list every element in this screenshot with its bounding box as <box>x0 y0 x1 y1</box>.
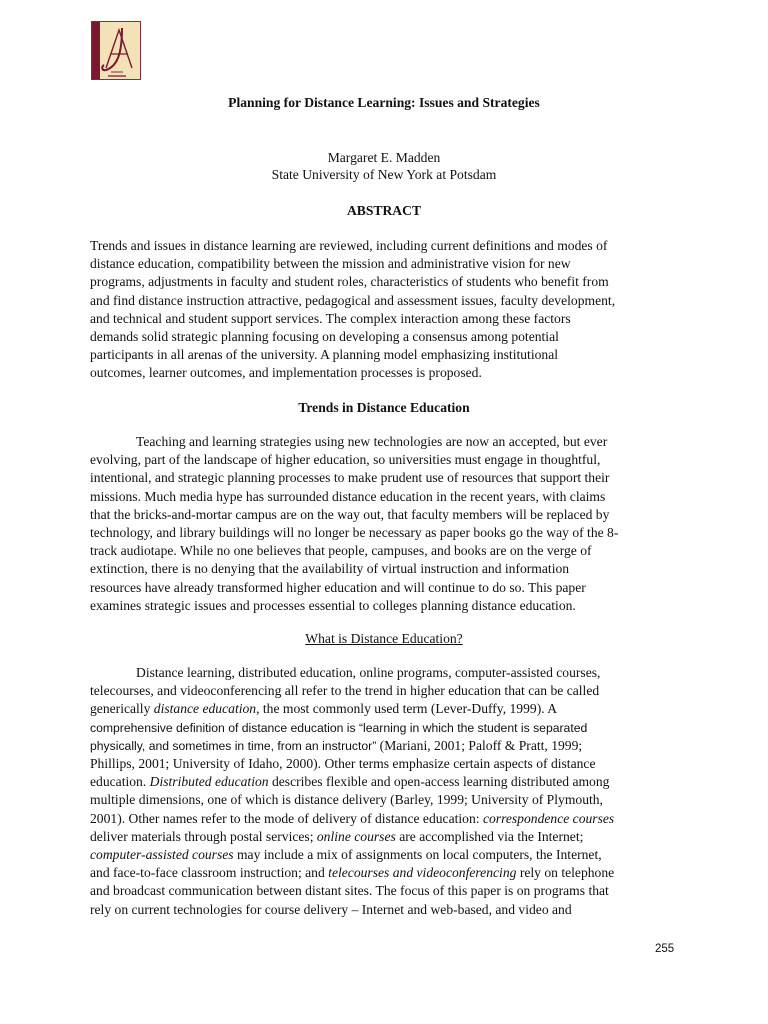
trends-line: technology, and library buildings will no longer be necessary as paper books go the way of the 8- <box>90 525 619 541</box>
what-line: rely on current technologies for course delivery – Internet and web-based, and video and <box>90 901 572 917</box>
what-is-heading: What is Distance Education? <box>305 631 463 646</box>
term-online-courses: online courses <box>316 828 396 844</box>
what-line: comprehensive definition of distance education is “learning in which the student is separated <box>90 720 588 735</box>
trends-line: evolving, part of the landscape of higher education, so universities must engage in thoughtful, <box>90 452 601 468</box>
author-name: Margaret E. Madden <box>327 150 441 165</box>
abstract-heading: ABSTRACT <box>346 203 422 218</box>
abstract-line: distance education, compatibility between the mission and administrative vision for new <box>90 256 571 272</box>
abstract-line: demands solid strategic planning focusing on developing a consensus among potential <box>90 329 559 345</box>
monogram-icon <box>92 22 141 80</box>
what-line: telecourses, and videoconferencing all refer to the trend in higher education that can be called <box>90 683 600 699</box>
what-line: computer-assisted courses may include a mix of assignments on local computers, the Internet, <box>90 847 602 863</box>
abstract-line: programs, adjustments in faculty and student roles, characteristics of students who benefit from <box>90 274 609 290</box>
trends-line: extinction, there is no denying that the availability of virtual instruction and information <box>90 561 570 577</box>
abstract-line: and technical and student support services. The complex interaction among these factors <box>90 310 571 326</box>
what-line: physically, and sometimes in time, from an instructor” (Mariani, 2001; Paloff & Pratt, 1999; <box>90 737 583 753</box>
author-affiliation: State University of New York at Potsdam <box>271 167 497 182</box>
term-distance-education: distance education <box>153 701 257 717</box>
what-line: 2001). Other names refer to the mode of delivery of distance education: correspondence courses <box>90 810 615 826</box>
what-line: education. Distributed education describes flexible and open-access learning distributed among <box>90 774 610 790</box>
trends-line: missions. Much media hype has surrounded distance education in the recent years, with claims <box>90 488 606 504</box>
what-line: Distance learning, distributed education, online programs, computer-assisted courses, <box>136 665 601 680</box>
what-line: multiple dimensions, one of which is distance delivery (Barley, 1999; University of Plymouth, <box>90 792 603 808</box>
term-computer-assisted-courses: computer-assisted courses <box>90 847 234 863</box>
journal-monogram-logo <box>91 21 141 80</box>
abstract-line: and find distance instruction attractive, pedagogical and assessment issues, faculty development, <box>90 292 616 308</box>
abstract-paragraph <box>90 237 678 383</box>
what-line: Phillips, 2001; University of Idaho, 2000). Other terms emphasize certain aspects of distance <box>90 756 596 772</box>
paper-title: Planning for Distance Learning: Issues and Strategies <box>228 95 540 110</box>
trends-line: Teaching and learning strategies using new technologies are now an accepted, but ever <box>136 434 608 449</box>
trends-paragraph <box>90 433 678 615</box>
abstract-line: participants in all arenas of the university. A planning model emphasizing institutional <box>90 347 559 363</box>
abstract-line: Trends and issues in distance learning are reviewed, including current definitions and modes of <box>90 238 608 253</box>
term-correspondence-courses: correspondence courses <box>482 810 615 826</box>
what-line: generically distance education, the most commonly used term (Lever-Duffy, 1999). A <box>90 701 558 717</box>
page-number: 255 <box>655 943 675 955</box>
trends-line: examines strategic issues and processes essential to colleges planning distance education. <box>90 597 576 613</box>
abstract-line: outcomes, learner outcomes, and implementation processes is proposed. <box>90 365 482 381</box>
term-telecourses: telecourses and videoconferencing <box>328 865 517 881</box>
trends-line: resources have already transformed higher education and will continue to do so. This paper <box>90 579 586 595</box>
trends-heading: Trends in Distance Education <box>298 400 470 415</box>
trends-line: that the bricks-and-mortar campus are on the way out, that faculty members will be replaced by <box>90 506 610 522</box>
what-line: and broadcast communication between distant sites. The focus of this paper is on programs that <box>90 883 609 899</box>
term-distributed-education: Distributed education <box>149 774 269 790</box>
trends-line: intentional, and strategic planning processes to make prudent use of resources that support their <box>90 470 610 486</box>
what-is-paragraph <box>90 664 678 919</box>
trends-line: track audiotape. While no one believes that people, campuses, and books are on the verge of <box>90 543 592 559</box>
what-line: and face-to-face classroom instruction; and telecourses and videoconferencing rely on telephone <box>90 865 615 881</box>
what-line: deliver materials through postal services; online courses are accomplished via the Internet; <box>90 828 584 844</box>
